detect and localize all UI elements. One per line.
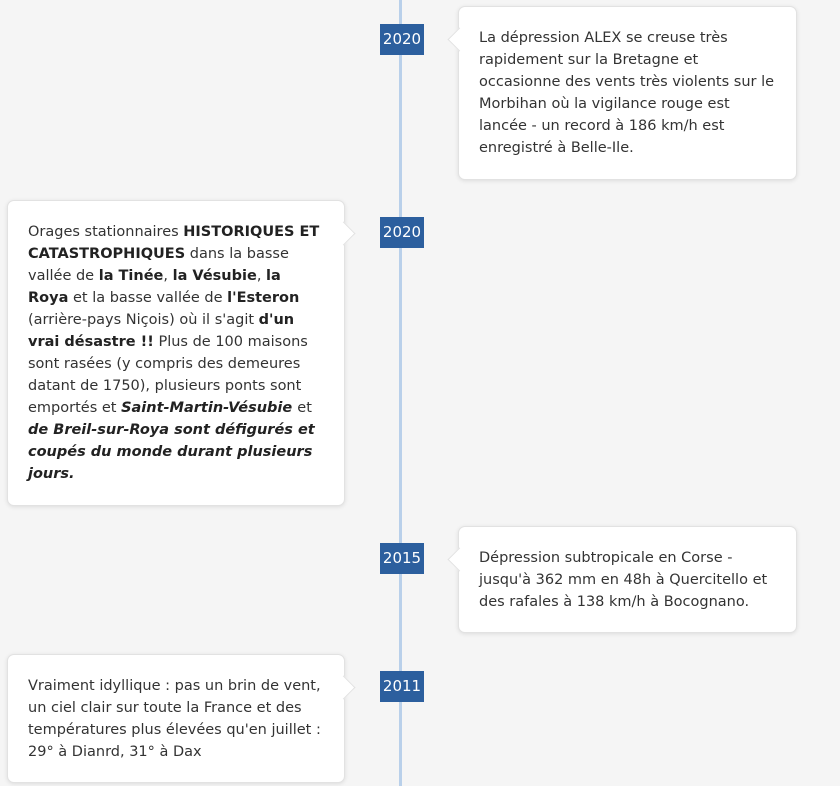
year-badge: 2015 (380, 543, 424, 574)
event-card (458, 6, 797, 180)
year-badge: 2020 (380, 24, 424, 55)
event-card (7, 200, 345, 506)
event-text: La dépression ALEX se creuse très rapidement sur la Bretagne et occasionne des vents très violents sur le Morbihan où la vigilance rouge est lancée - un record à 186 km/h est enregistré à Belle-Ile. (479, 30, 775, 156)
year-badge: 2011 (380, 671, 424, 702)
event-text: Vraiment idyllique : pas un brin de vent, un ciel clair sur toute la France et des températures plus élevées qu'en juillet : 29° à Dianrd, 31° à Dax (28, 678, 321, 760)
event-text: Orages stationnaires HISTORIQUES ET CATASTROPHIQUES dans la basse vallée de la Tinée, la Vésubie, la Roya et la basse vallée de l'Esteron (arrière-pays Niçois) où il s'agit d'un vrai désastre !! Plus de 100 maisons sont rasées (y compris des demeures datant de 1750), plusieurs ponts sont emportés et Saint-Martin-Vésubie et de Breil-sur-Roya sont défigurés et coupés du monde durant plusieurs jours. (28, 224, 320, 482)
event-text: Dépression subtropicale en Corse - jusqu'à 362 mm en 48h à Quercitello et des rafales à 138 km/h à Bocognano. (479, 550, 768, 610)
timeline-axis (399, 0, 402, 786)
event-card (458, 526, 797, 633)
event-card (7, 654, 345, 783)
year-badge: 2020 (380, 217, 424, 248)
